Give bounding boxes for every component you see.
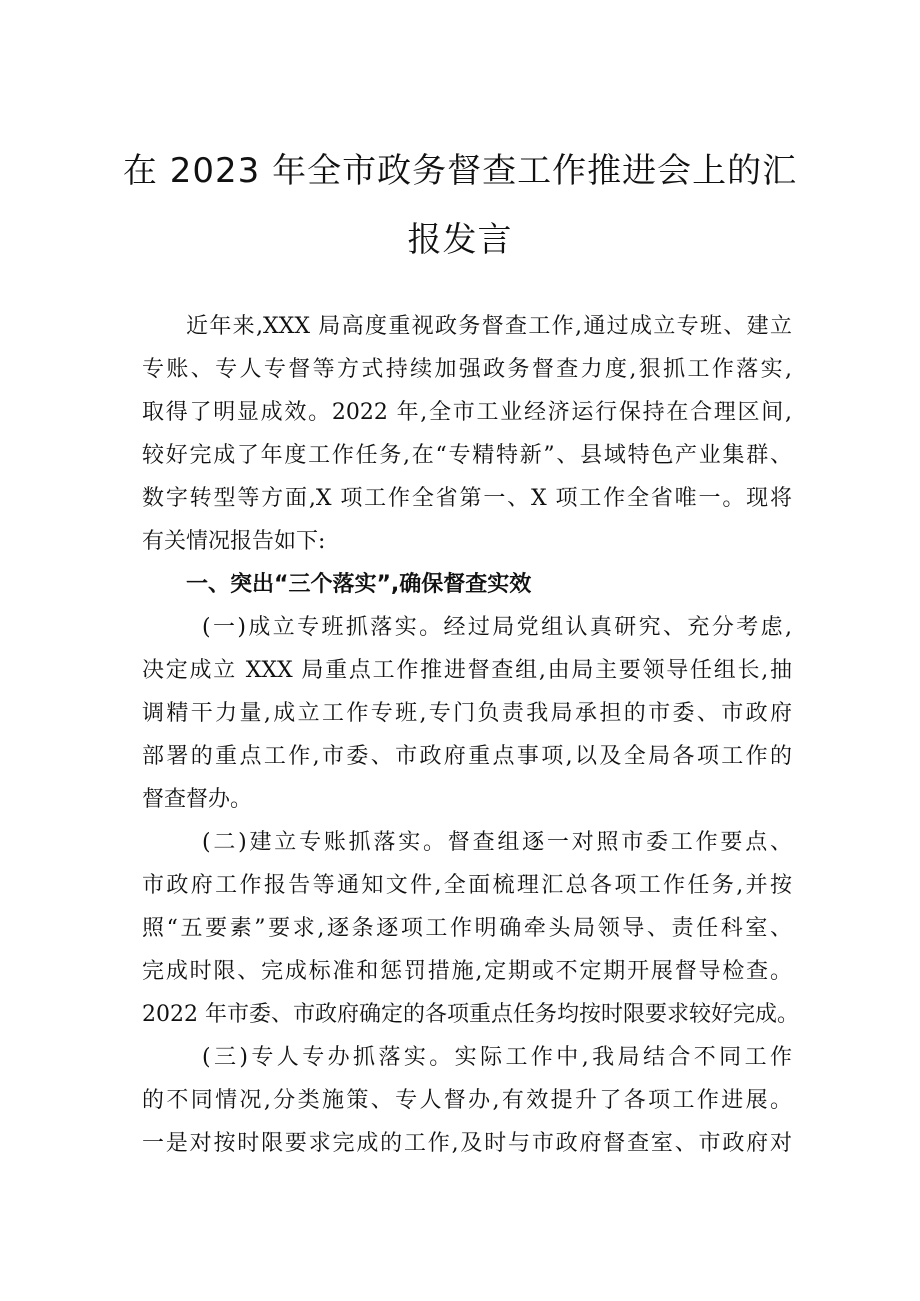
paragraph-line: 决定成立 XXX 局重点工作推进督查组,由局主要领导任组长,抽 xyxy=(142,658,792,683)
intro-line: 有关情况报告如下: xyxy=(142,529,326,554)
paragraph-line: (一)成立专班抓落实。经过局党组认真研究、充分考虑, xyxy=(202,615,792,640)
intro-line: 取得了明显成效。2022 年,全市工业经济运行保持在合理区间, xyxy=(142,400,792,425)
paragraph-line: 调精干力量,成立工作专班,专门负责我局承担的市委、市政府 xyxy=(142,701,792,726)
paragraph-line: (二)建立专账抓落实。督查组逐一对照市委工作要点、 xyxy=(202,830,792,855)
intro-line: 近年来,XXX 局高度重视政务督查工作,通过成立专班、建立 xyxy=(186,314,792,339)
paragraph-line: 一是对按时限要求完成的工作,及时与市政府督查室、市政府对 xyxy=(142,1131,792,1156)
intro-line: 专账、专人专督等方式持续加强政务督查力度,狠抓工作落实, xyxy=(142,357,792,382)
paragraph-line: 督查督办。 xyxy=(142,787,253,812)
paragraph-line: 完成时限、完成标准和惩罚措施,定期或不定期开展督导检查。 xyxy=(142,959,792,984)
document-title-line-1: 在 2023 年全市政务督查工作推进会上的汇 xyxy=(122,151,798,191)
paragraph-line: 市政府工作报告等通知文件,全面梳理汇总各项工作任务,并按 xyxy=(142,873,792,898)
section-heading: 一、突出“三个落实”,确保督查实效 xyxy=(186,572,532,597)
intro-line: 较好完成了年度工作任务,在“专精特新”、县域特色产业集群、 xyxy=(142,443,792,468)
document-title-line-2: 报发言 xyxy=(407,220,513,260)
paragraph-line: 部署的重点工作,市委、市政府重点事项,以及全局各项工作的 xyxy=(142,744,792,769)
intro-line: 数字转型等方面,X 项工作全省第一、X 项工作全省唯一。现将 xyxy=(142,486,792,511)
paragraph-line: 的不同情况,分类施策、专人督办,有效提升了各项工作进展。 xyxy=(142,1088,792,1113)
paragraph-line: (三)专人专办抓落实。实际工作中,我局结合不同工作 xyxy=(202,1045,792,1070)
paragraph-line: 2022 年市委、市政府确定的各项重点任务均按时限要求较好完成。 xyxy=(142,1002,799,1027)
paragraph-line: 照“五要素”要求,逐条逐项工作明确牵头局领导、责任科室、 xyxy=(142,916,792,941)
